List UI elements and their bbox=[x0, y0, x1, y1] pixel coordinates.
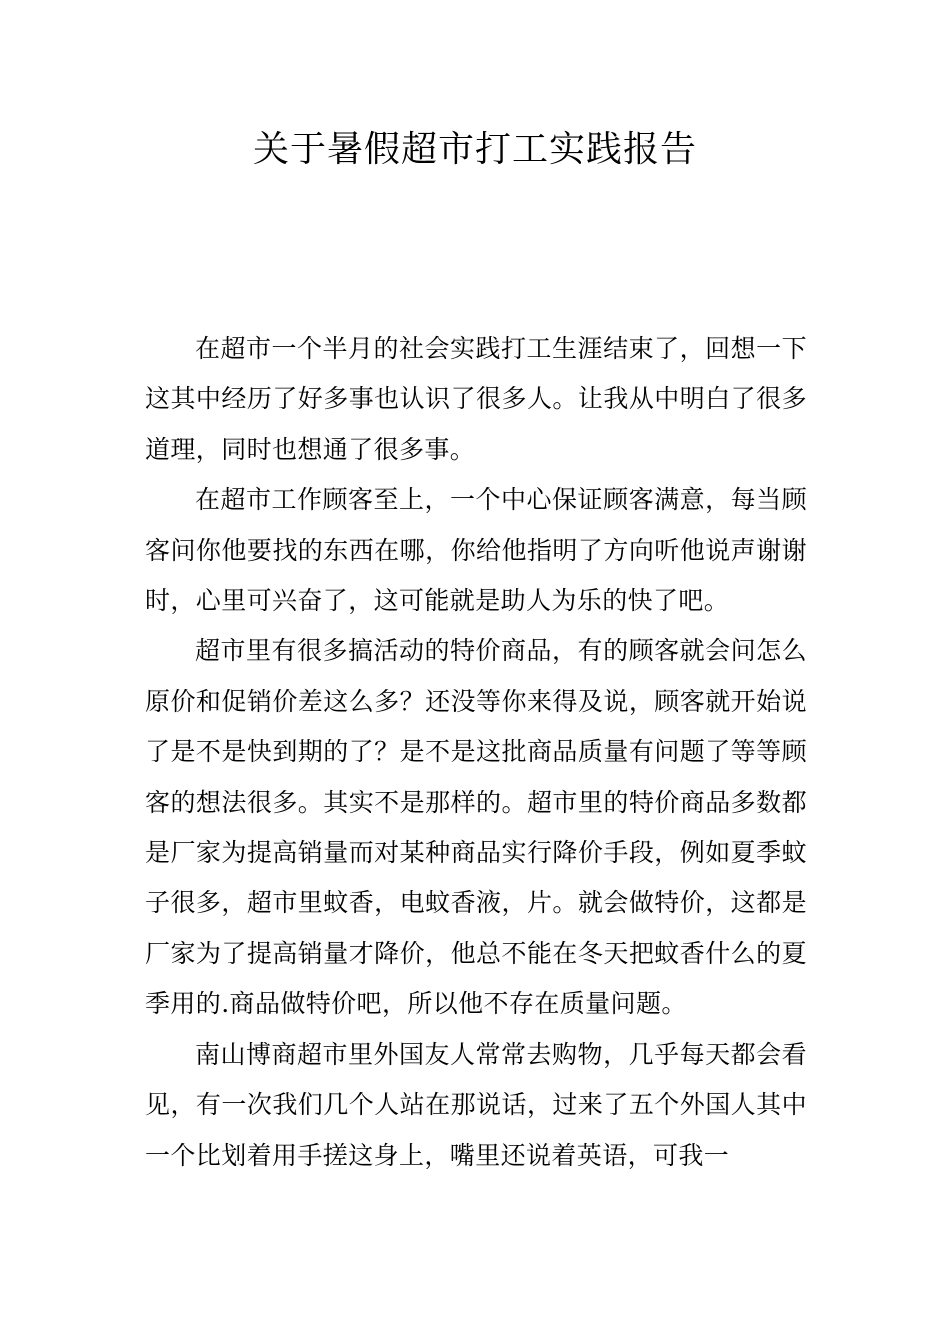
paragraph: 超市里有很多搞活动的特价商品，有的顾客就会问怎么原价和促销价差这么多？还没等你来得及说，顾客就开始说了是不是快到期的了？是不是这批商品质量有问题了等等顾客的想法很多。其实不是那样的。超市里的特价商品多数都是厂家为提高销量而对某种商品实行降价手段，例如夏季蚊子很多，超市里蚊香，电蚊香液，片。就会做特价，这都是厂家为了提高销量才降价，他总不能在冬天把蚊香什么的夏季用的.商品做特价吧，所以他不存在质量问题。 bbox=[145, 636, 807, 1019]
document-body bbox=[145, 324, 807, 1181]
paragraph: 在超市一个半月的社会实践打工生涯结束了，回想一下这其中经历了好多事也认识了很多人。让我从中明白了很多道理，同时也想通了很多事。 bbox=[145, 334, 807, 464]
paragraph: 在超市工作顾客至上，一个中心保证顾客满意，每当顾客问你他要找的东西在哪，你给他指明了方向听他说声谢谢时，心里可兴奋了，这可能就是助人为乐的快了吧。 bbox=[145, 485, 807, 616]
document-title: 关于暑假超市打工实践报告 bbox=[252, 129, 697, 170]
paragraph: 南山博商超市里外国友人常常去购物，几乎每天都会看见，有一次我们几个人站在那说话，过来了五个外国人其中一个比划着用手搓这身上，嘴里还说着英语，可我一 bbox=[145, 1039, 807, 1170]
